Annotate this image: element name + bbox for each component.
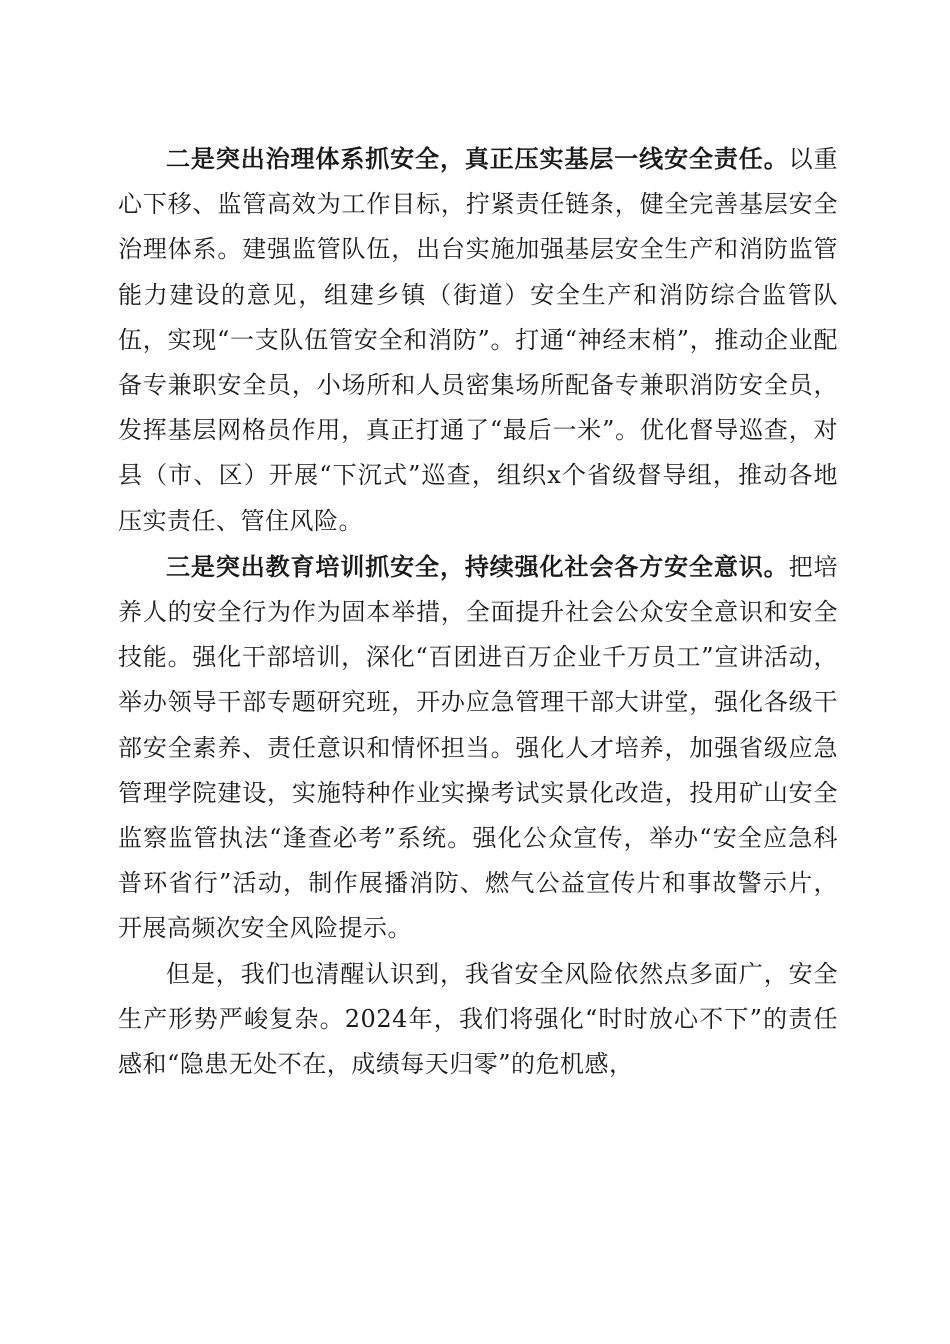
paragraph-outlook [118,952,838,1088]
paragraph-body: 但是，我们也清醒认识到，我省安全风险依然点多面广，安全生产形势严峻复杂。2024年，我们将强化“时时放心不下”的责任感和“隐患无处不在，成绩每天归零”的危机感， [118,959,838,1079]
paragraph-lead: 三是突出教育培训抓安全，持续强化社会各方安全意识。 [166,551,789,581]
paragraph-governance [118,136,838,544]
paragraph-lead: 二是突出治理体系抓安全，真正压实基层一线安全责任。 [166,144,789,173]
paragraph-body: 以重心下移、监管高效为工作目标，拧紧责任链条，健全完善基层安全治理体系。建强监管队伍，出台实施加强基层安全生产和消防监管能力建设的意见，组建乡镇（街道）安全生产和消防综合监管队伍，实现“一支队伍管安全和消防”。打通“神经末梢”，推动企业配备专兼职安全员，小场所和人员密集场所配备专兼职消防安全员，发挥基层网格员作用，真正打通了“最后一米”。优化督导巡查，对县（市、区）开展“下沉式”巡查，组织x个省级督导组，推动各地压实责任、管住风险。 [118,145,839,535]
paragraph-body: 把培养人的安全行为作为固本举措，全面提升社会公众安全意识和安全技能。强化干部培训，深化“百团进百万企业千万员工”宣讲活动，举办领导干部专题研究班，开办应急管理干部大讲堂，强化各级干部安全素养、责任意识和情怀担当。强化人才培养，加强省级应急管理学院建设，实施特种作业实操考试实景化改造，投用矿山安全监察监管执法“逢查必考”系统。强化公众宣传，举办“安全应急科普环省行”活动，制作展播消防、燃气公益宣传片和事故警示片，开展高频次安全风险提示。 [118,552,839,943]
paragraph-education [118,544,838,952]
document-page [118,136,838,1087]
